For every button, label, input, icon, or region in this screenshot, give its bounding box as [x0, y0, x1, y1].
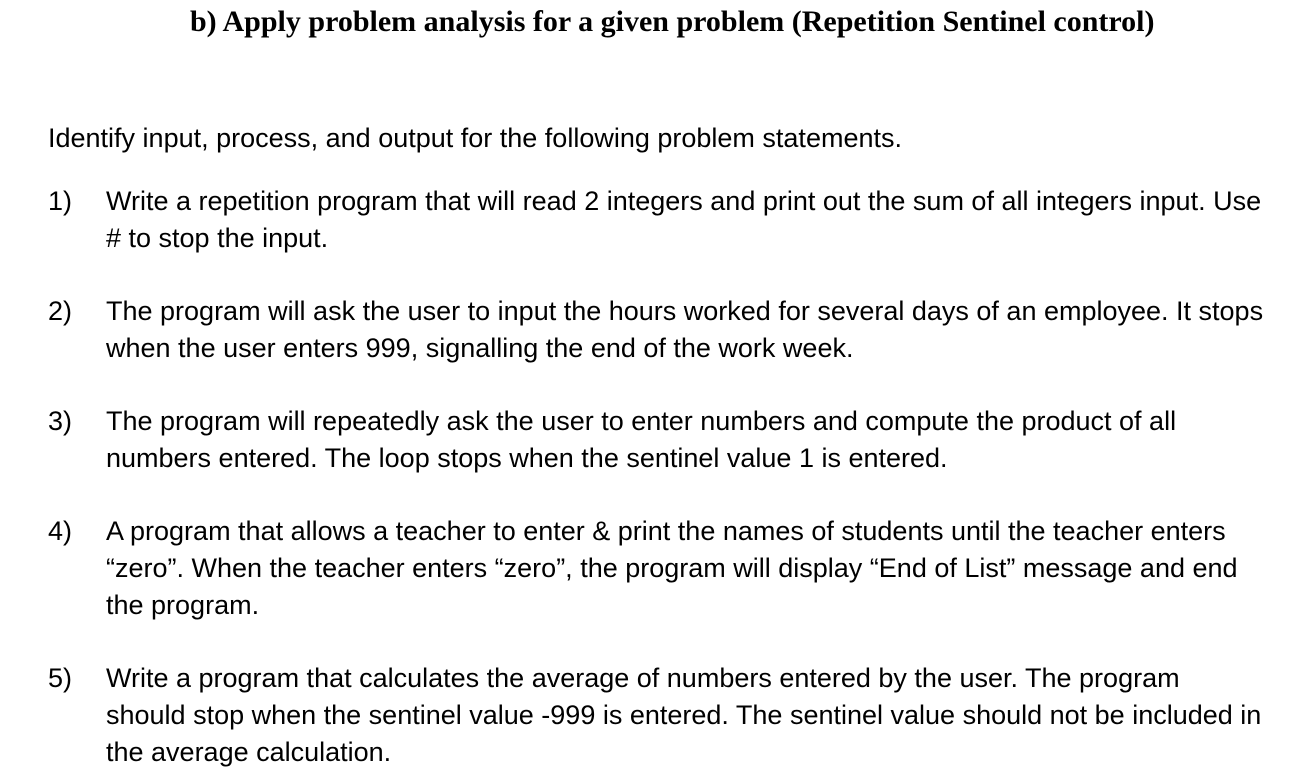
instructions-text: Identify input, process, and output for the following problem statements. [48, 123, 902, 153]
problem-number: 2) [48, 296, 73, 326]
problem-number: 1) [48, 186, 73, 216]
problem-statement: Write a program that calculates the average of numbers entered by the user. The program should stop when the sentinel value -999 is entered. The sentinel value should not be included in the average calculation. [106, 663, 1262, 767]
problem-statement: A program that allows a teacher to enter & print the names of students until the teacher enters “zero”. When the teacher enters “zero”, the program will display “End of List” message and end the program. [106, 516, 1238, 620]
problem-statement: Write a repetition program that will read 2 integers and print out the sum of all integers input. Use # to stop the input. [106, 186, 1262, 253]
section-heading: b) Apply problem analysis for a given problem (Repetition Sentinel control) [190, 5, 1155, 38]
problem-number: 3) [48, 406, 73, 436]
problem-statement: The program will ask the user to input the hours worked for several days of an employee. It stops when the user enters 999, signalling the end of the work week. [106, 296, 1264, 363]
problem-number: 5) [48, 663, 73, 693]
problem-statement: The program will repeatedly ask the user to enter numbers and compute the product of all numbers entered. The loop stops when the sentinel value 1 is entered. [106, 406, 1177, 473]
problem-number: 4) [48, 516, 73, 546]
